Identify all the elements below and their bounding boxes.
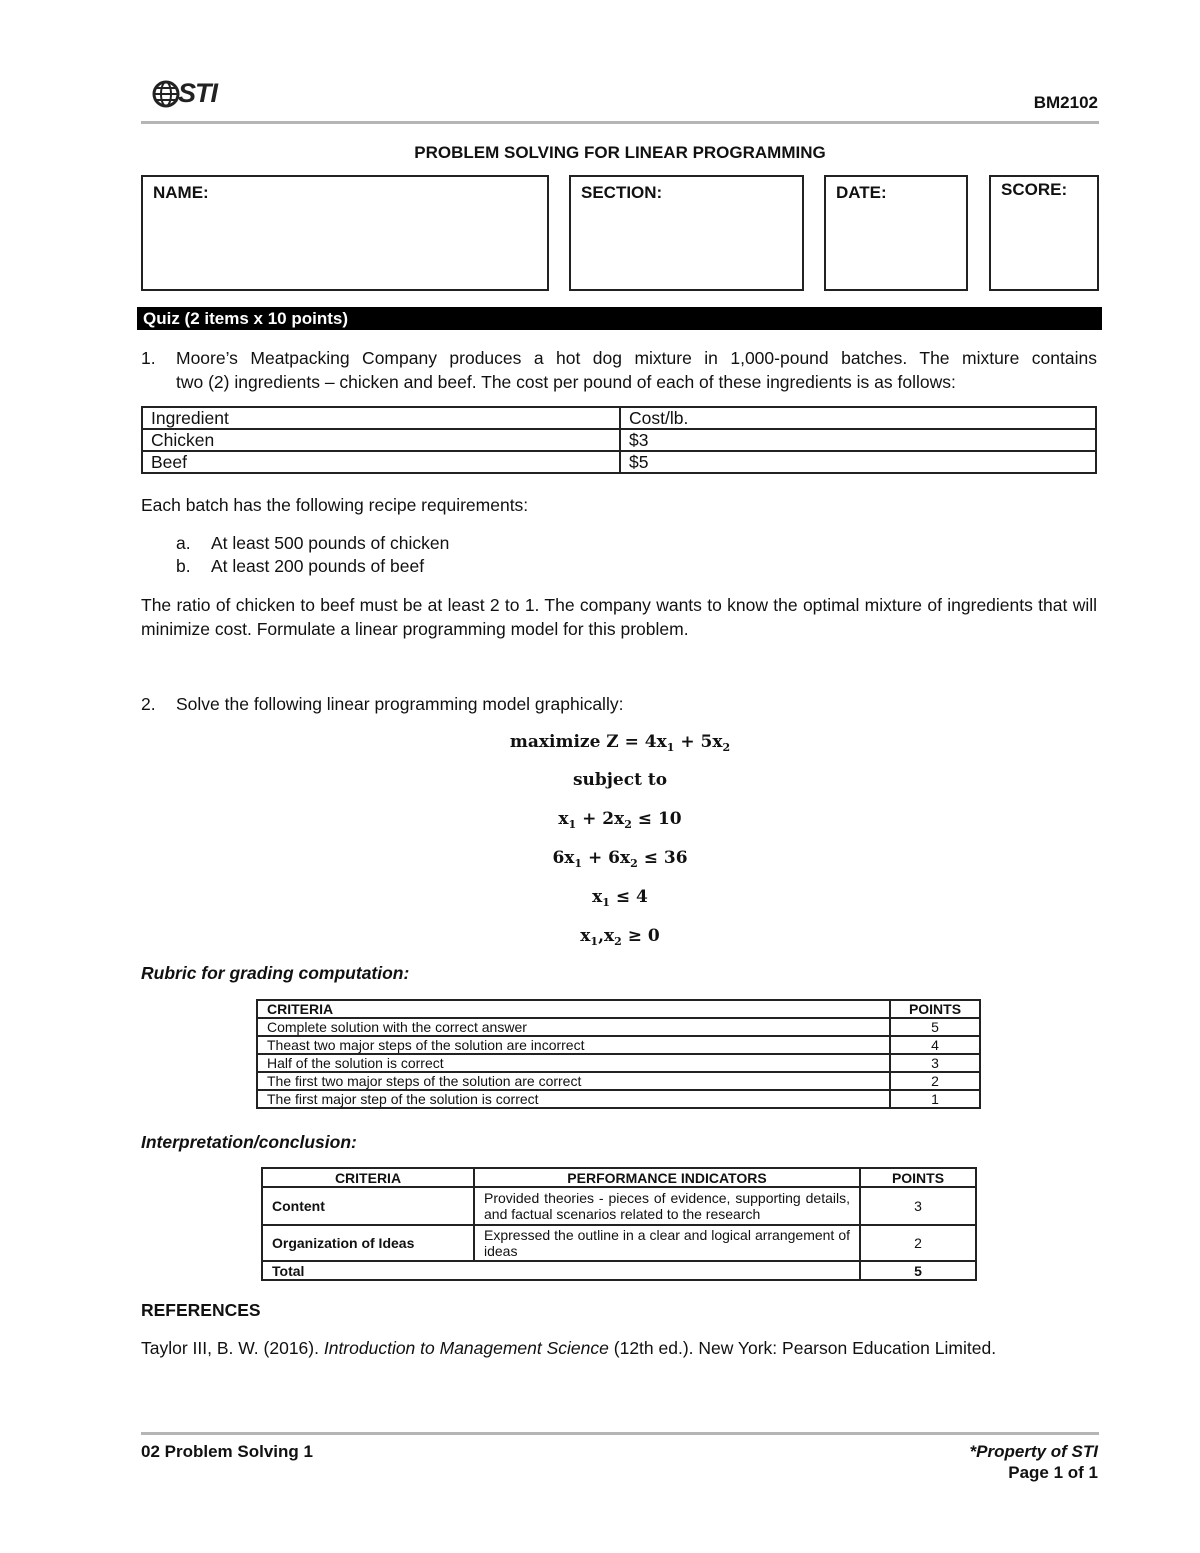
date-label: DATE: xyxy=(836,183,887,202)
table-header-row xyxy=(142,407,1096,429)
page-title: PROBLEM SOLVING FOR LINEAR PROGRAMMING xyxy=(414,143,826,162)
constraint-1: $x_1 + 2x_2 \le 10$ xyxy=(558,809,682,831)
item1-text-line2: two (2) ingredients – chicken and beef. The cost per pound of each of these ingredients is as follows: xyxy=(176,372,956,392)
list-item: At least 200 pounds of beef xyxy=(211,556,425,576)
constraint-3: $x_1 \le 4$ xyxy=(592,887,648,909)
table-cell: $5 xyxy=(620,451,1096,473)
table-row: Organization of Ideas Expressed the outline in a clear and logical arrangement of ideas 2 xyxy=(262,1225,976,1261)
item1-number: 1. xyxy=(141,348,156,368)
item2-number: 2. xyxy=(141,694,156,714)
table-row: Total 5 xyxy=(262,1261,976,1280)
table-header-row: CRITERIA PERFORMANCE INDICATORS POINTS xyxy=(262,1168,976,1187)
name-box[interactable] xyxy=(141,175,549,291)
item1-text-line1: Moore’s Meatpacking Company produces a hot dog mixture in 1,000-pound batches. The mixture contains xyxy=(176,348,1097,368)
logo-text: STI xyxy=(178,78,218,108)
table-header-cell: POINTS xyxy=(890,1000,980,1018)
rubric-table xyxy=(256,999,981,1109)
table-row xyxy=(142,429,1096,451)
list-item: At least 500 pounds of chicken xyxy=(211,533,450,553)
constraint-4: $x_1,x_2 \ge 0$ xyxy=(580,926,660,948)
table-header-row xyxy=(257,1000,980,1018)
subject-to: subject to xyxy=(572,770,668,790)
date-box[interactable] xyxy=(824,175,968,291)
item2-text: Solve the following linear programming model graphically: xyxy=(176,694,624,714)
table-row: Half of the solution is correct 3 xyxy=(257,1054,980,1072)
name-label: NAME: xyxy=(153,183,209,202)
requirements-intro: Each batch has the following recipe requirements: xyxy=(141,495,529,515)
table-row xyxy=(142,451,1096,473)
interpretation-table xyxy=(261,1167,977,1281)
table-row: Content Provided theories - pieces of evidence, supporting details, and factual scenarios related to the research 3 xyxy=(262,1187,976,1225)
section-box[interactable] xyxy=(569,175,804,291)
score-label: SCORE: xyxy=(1001,180,1068,199)
constraint-2: $6x_1 + 6x_2 \le 36$ xyxy=(552,848,688,870)
list-item-label: b. xyxy=(176,556,191,576)
table-cell: $3 xyxy=(620,429,1096,451)
table-row: Complete solution with the correct answer 5 xyxy=(257,1018,980,1036)
interpretation-heading: Interpretation/conclusion: xyxy=(141,1132,357,1152)
score-box[interactable] xyxy=(989,175,1099,291)
sti-logo xyxy=(152,78,232,110)
page-number: Page 1 of 1 xyxy=(1008,1463,1098,1482)
table-header-cell: Cost/lb. xyxy=(620,407,1096,429)
rubric-heading: Rubric for grading computation: xyxy=(141,963,410,983)
item1-closing: The ratio of chicken to beef must be at least 2 to 1. The company wants to know the optimal mixture of ingredients that will minimize cost. Formulate a linear programming model for this problem. xyxy=(141,595,1097,639)
reference-citation: Taylor III, B. W. (2016). Introduction to Management Science (12th ed.). New York: Pearson Education Limited. xyxy=(141,1338,997,1358)
section-label: SECTION: xyxy=(581,183,663,202)
footer-left: 02 Problem Solving 1 xyxy=(141,1442,313,1461)
table-cell: Beef xyxy=(142,451,620,473)
table-header-cell: Ingredient xyxy=(142,407,620,429)
footer-property: *Property of STI xyxy=(969,1442,1098,1461)
list-item-label: a. xyxy=(176,533,191,553)
table-row: The first major step of the solution is correct 1 xyxy=(257,1090,980,1108)
header-divider xyxy=(141,121,1099,124)
table-header-cell: CRITERIA xyxy=(257,1000,890,1018)
table-cell: Chicken xyxy=(142,429,620,451)
references-heading: REFERENCES xyxy=(141,1300,261,1320)
footer-divider xyxy=(141,1432,1099,1435)
objective-function: maximize $Z = 4x_1 + 5x_2$ xyxy=(509,732,731,754)
quiz-bar: Quiz (2 items x 10 points) xyxy=(137,307,1102,330)
ingredient-table xyxy=(141,406,1097,474)
table-row: Theast two major steps of the solution are incorrect 4 xyxy=(257,1036,980,1054)
document-code: BM2102 xyxy=(1033,93,1098,112)
table-row: The first two major steps of the solution are correct 2 xyxy=(257,1072,980,1090)
